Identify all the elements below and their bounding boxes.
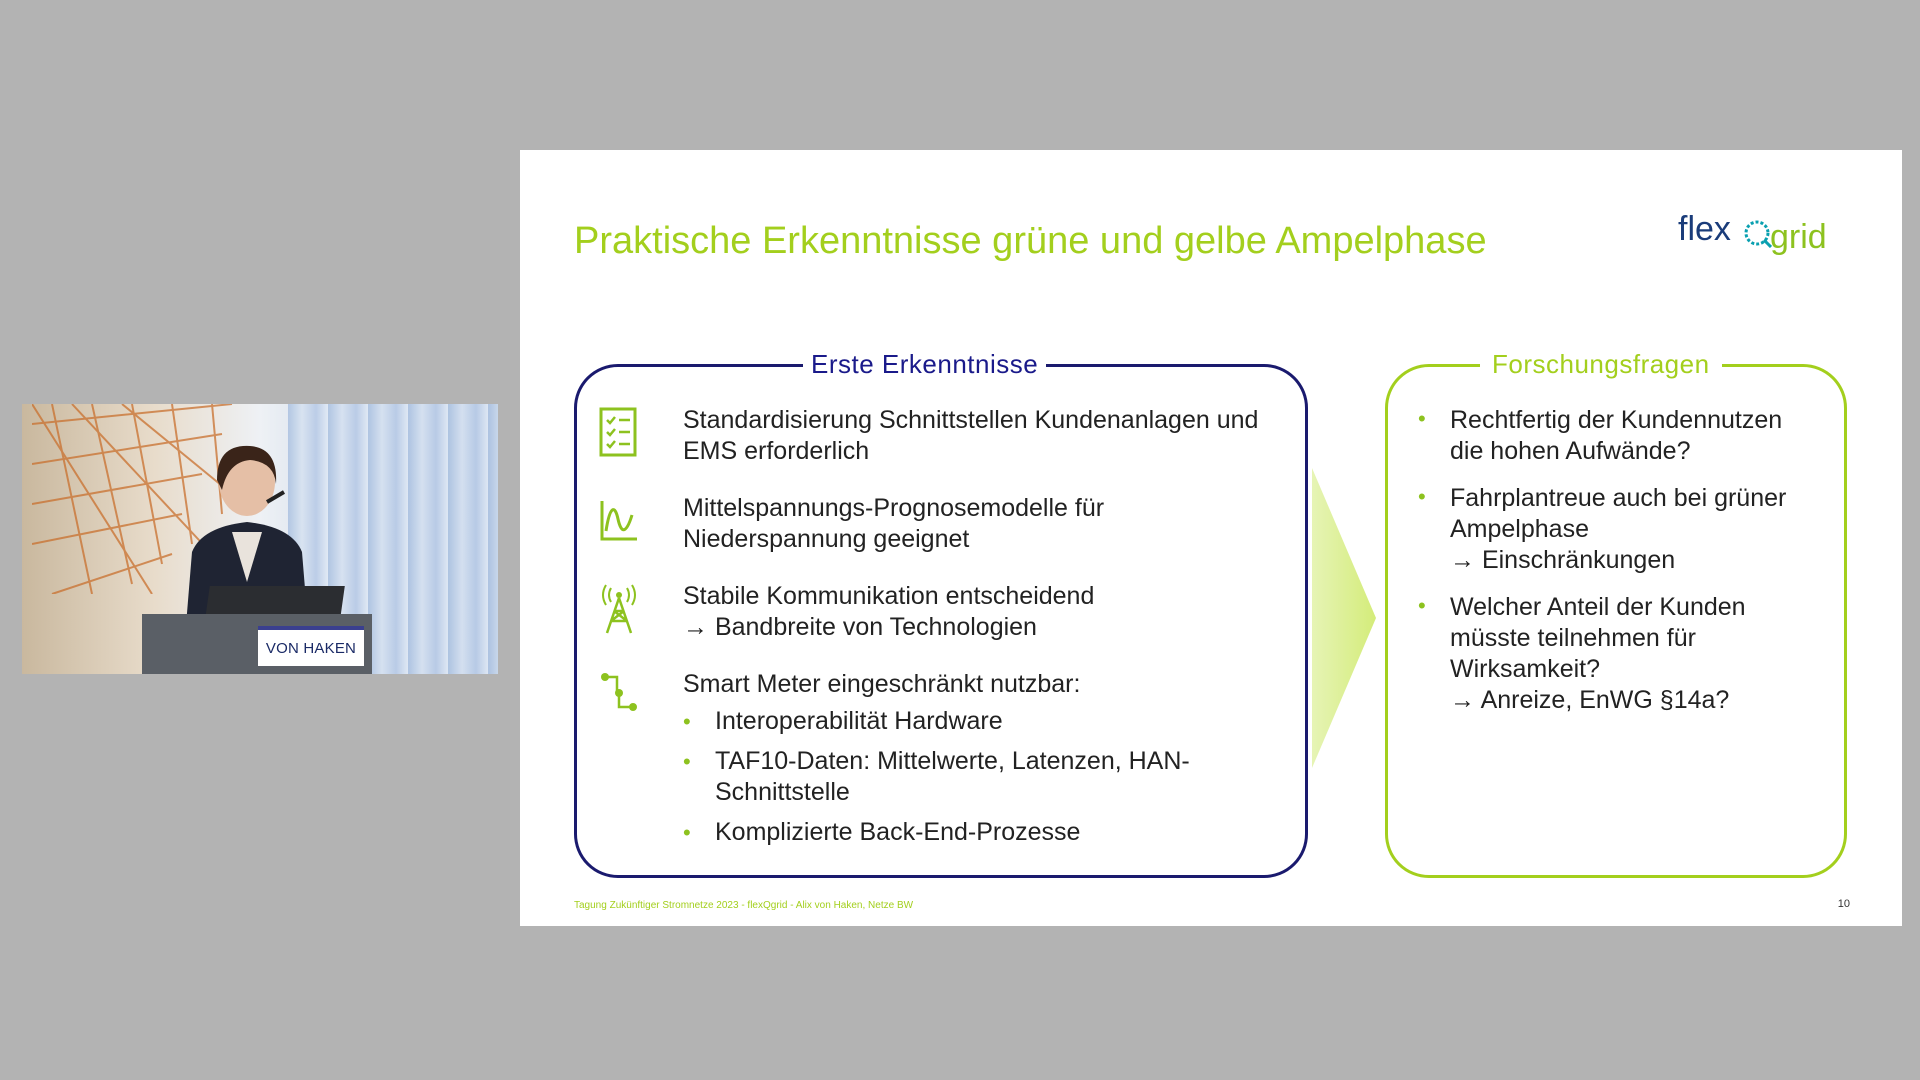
slide-title: Praktische Erkenntnisse grüne und gelbe Ampelphase	[574, 220, 1487, 262]
insight-line: Mittelspannungs-Prognosemodelle für	[683, 494, 1105, 522]
bullet-icon: •	[1418, 406, 1426, 431]
research-questions-title: Forschungsfragen	[1480, 349, 1722, 380]
smart-meter-sublist	[683, 706, 1235, 848]
research-questions-box	[1385, 349, 1847, 878]
sublist-item: • TAF10-Daten: Mittelwerte, Latenzen, HAN-Schnittstelle	[683, 747, 1190, 806]
speaker-nameplate: VON HAKEN	[258, 626, 364, 666]
arrow-right-icon	[1312, 468, 1382, 768]
insight-line: EMS erforderlich	[683, 437, 870, 465]
speaker-video	[22, 404, 498, 674]
insights-box	[574, 349, 1308, 878]
logo-text-grid: grid	[1770, 218, 1827, 256]
slide-footer: Tagung Zukünftiger Stromnetze 2023 - flexQgrid - Alix von Haken, Netze BW	[574, 900, 914, 911]
flexqgrid-logo	[1678, 210, 1854, 270]
antenna-tower-icon	[599, 583, 639, 635]
insight-line: Niederspannung geeignet	[683, 525, 970, 553]
logo-text-flex: flex	[1678, 210, 1731, 248]
question-item: • Rechtfertig der Kundennutzen die hohen Aufwände?	[1418, 405, 1818, 467]
bullet-icon: •	[1418, 484, 1426, 509]
chart-wave-icon	[599, 495, 639, 547]
network-node-icon	[599, 671, 639, 723]
insight-line: Stabile Kommunikation entscheidend	[683, 582, 1095, 610]
bullet-icon: •	[683, 709, 691, 734]
question-item: • Fahrplantreue auch bei grüner Ampelphase → Einschränkungen	[1418, 483, 1818, 576]
sublist-item: • Komplizierte Back-End-Prozesse	[683, 818, 1081, 846]
bullet-icon: •	[683, 749, 691, 774]
sublist-item: • Interoperabilität Hardware	[683, 707, 1003, 735]
bullet-icon: •	[1418, 593, 1426, 618]
logo-q-icon	[1742, 218, 1772, 248]
insight-line: → Bandbreite von Technologien	[683, 613, 1037, 641]
bullet-icon: •	[683, 820, 691, 845]
research-questions-list	[1418, 405, 1818, 732]
slide-page-number: 10	[1837, 898, 1850, 910]
insight-line: Smart Meter eingeschränkt nutzbar:	[683, 670, 1081, 698]
insights-box-title: Erste Erkenntnisse	[803, 349, 1046, 380]
checklist-icon	[599, 407, 639, 459]
presentation-slide	[520, 150, 1902, 926]
question-item: • Welcher Anteil der Kunden müsste teilnehmen für Wirksamkeit? → Anreize, EnWG §14a?	[1418, 592, 1818, 716]
insight-line: Standardisierung Schnittstellen Kundenanlagen und	[683, 406, 1259, 434]
